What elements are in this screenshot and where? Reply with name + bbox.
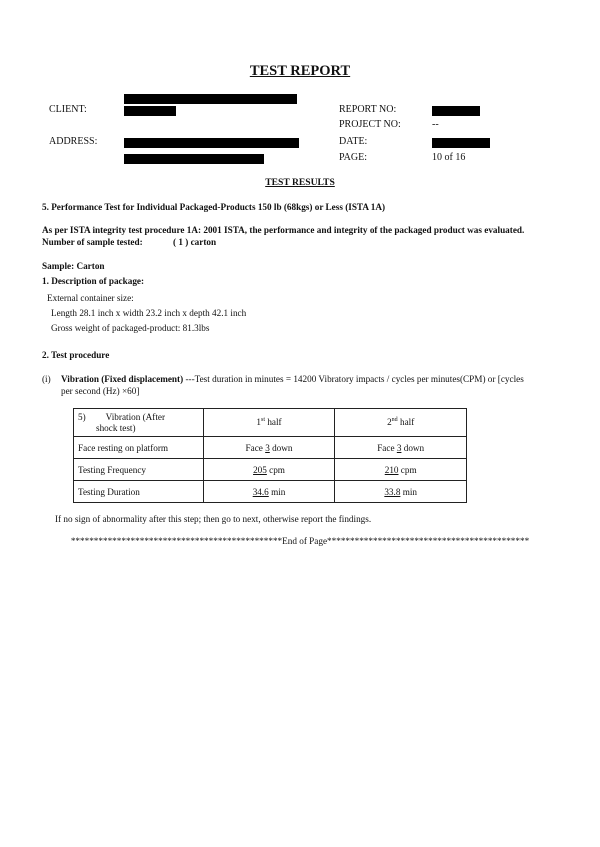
table-header-first-half — [203, 409, 335, 437]
value-number: 3 — [396, 442, 402, 453]
value-unit: cpm — [266, 464, 285, 475]
value-prefix: Face — [377, 442, 397, 453]
date-label: DATE: — [339, 136, 368, 147]
value-unit: min — [400, 486, 417, 497]
address-redaction-1 — [124, 138, 299, 148]
table-header-second-half — [335, 409, 467, 437]
report-no-redaction — [432, 106, 480, 116]
report-no-label: REPORT NO: — [339, 104, 397, 115]
description-line: External container size: — [47, 293, 134, 303]
row-label: Testing Frequency — [74, 459, 204, 481]
row-second-half-value — [335, 459, 467, 481]
end-of-page-footer: **********************************************End of Page******************************************** — [70, 536, 530, 546]
row-second-half-value — [335, 481, 467, 503]
table-row — [74, 437, 467, 459]
row-first-half-value — [203, 481, 335, 503]
intro-text: As per ISTA integrity test procedure 1A: 2001 ISTA, the performance and integrity of the packaged product was evaluated. — [42, 225, 525, 235]
page-label: PAGE: — [339, 152, 367, 163]
procedure-heading: 2. Test procedure — [42, 350, 110, 360]
project-no-label: PROJECT NO: — [339, 119, 401, 130]
abnormality-note: If no sign of abnormality after this step; then go to next, otherwise report the findings. — [55, 514, 372, 524]
address-redaction-2 — [124, 154, 264, 164]
date-redaction — [432, 138, 490, 148]
vibration-text-line2: per second (Hz) ×60] — [61, 386, 140, 396]
second-half-suffix: nd — [391, 417, 398, 424]
section-title: TEST RESULTS — [265, 177, 335, 188]
table-header-title — [74, 409, 204, 437]
row-second-half-value — [335, 437, 467, 459]
row-label: Face resting on platform — [74, 437, 204, 459]
first-half-word: half — [265, 417, 282, 428]
table-header-row — [74, 409, 467, 437]
vibration-marker: (i) — [42, 374, 51, 384]
row-label: Testing Duration — [74, 481, 204, 503]
row-first-half-value — [203, 437, 335, 459]
value-unit: cpm — [398, 464, 417, 475]
value-number: 210 — [384, 464, 399, 475]
vibration-text — [61, 374, 524, 384]
page-title: TEST REPORT — [249, 63, 351, 79]
sample-count-value: ( 1 ) carton — [173, 237, 217, 247]
description-line: Gross weight of packaged-product: 81.3lbs — [51, 323, 210, 333]
vibration-table — [73, 408, 467, 503]
description-line: Length 28.1 inch x width 23.2 inch x depth 42.1 inch — [51, 308, 247, 318]
client-redaction-1 — [124, 94, 297, 104]
row-first-half-value — [203, 459, 335, 481]
value-number: 34.6 — [252, 486, 269, 497]
value-unit: min — [268, 486, 286, 497]
table-header-title-b: shock test) — [96, 422, 136, 433]
client-redaction-2 — [124, 106, 176, 116]
first-half-number: 1 — [256, 417, 262, 428]
sample-count-label: Number of sample tested: — [42, 237, 143, 247]
test-heading: 5. Performance Test for Individual Packaged-Products 150 lb (68kgs) or Less (ISTA 1A) — [42, 202, 386, 212]
sample-text: Sample: Carton — [42, 261, 105, 271]
value-number: 205 — [253, 464, 267, 475]
first-half-suffix: st — [261, 417, 266, 424]
page-number: 10 of 16 — [432, 152, 466, 163]
value-number: 33.8 — [384, 486, 401, 497]
value-unit: down — [269, 442, 293, 453]
value-number: 3 — [265, 442, 270, 453]
vibration-label: Vibration (Fixed displacement) — [61, 374, 184, 384]
address-label: ADDRESS: — [49, 136, 98, 147]
table-header-num: 5) — [78, 411, 86, 422]
description-heading: 1. Description of package: — [42, 276, 145, 286]
value-prefix: Face — [245, 442, 266, 453]
table-row — [74, 459, 467, 481]
table-header-title-a: Vibration (After — [105, 411, 166, 422]
value-unit: down — [401, 442, 425, 453]
table-row — [74, 481, 467, 503]
client-label: CLIENT: — [49, 104, 87, 115]
second-half-word: half — [397, 417, 415, 428]
second-half-number: 2 — [387, 417, 392, 428]
project-no-value: -- — [432, 119, 439, 130]
vibration-description: ---Test duration in minutes = 14200 Vibratory impacts / cycles per minutes(CPM) or [cycles — [183, 374, 524, 384]
